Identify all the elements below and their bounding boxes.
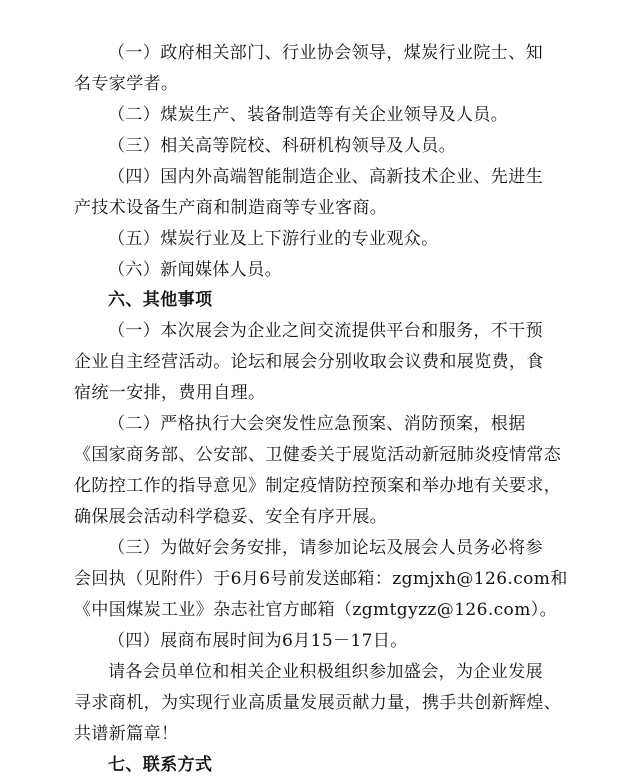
attendee-item-2: （二）煤炭生产、装备制造等有关企业领导及人员。 (108, 105, 509, 125)
attendee-item-5: （五）煤炭行业及上下游行业的专业观众。 (108, 229, 439, 249)
closing-paragraph: 请各会员单位和相关企业积极组织参加盛会，为企业发展 (108, 662, 543, 682)
matter-item-1: （一）本次展会为企业之间交流提供平台和服务，不干预 (108, 321, 543, 341)
matter-item-2-cont-3: 确保展会活动科学稳妥、安全有序开展。 (74, 507, 388, 527)
matter-item-2-cont-1: 《国家商务部、公安部、卫健委关于展览活动新冠肺炎疫情常态 (74, 445, 562, 465)
attendee-item-4: （四）国内外高端智能制造企业、高新技术企业、先进生 (108, 167, 543, 187)
attendee-item-4-cont: 产技术设备生产商和制造商等专业客商。 (74, 198, 388, 218)
matter-item-4: （四）展商布展时间为6月15－17日。 (108, 631, 408, 651)
matter-item-3-cont-1: 会回执（见附件）于6月6号前发送邮箱：zgmjxh@126.com和 (74, 569, 568, 589)
matter-item-1-cont-1: 企业自主经营活动。论坛和展会分别收取会议费和展览费，食 (74, 352, 544, 372)
matter-item-2-cont-2: 化防控工作的指导意见》制定疫情防控预案和举办地有关要求， (74, 476, 562, 496)
attendee-item-6: （六）新闻媒体人员。 (108, 260, 282, 280)
section-heading-contact: 七、联系方式 (108, 755, 213, 775)
matter-item-3-cont-2: 《中国煤炭工业》杂志社官方邮箱（zgmtgyzz@126.com）。 (74, 600, 558, 620)
attendee-item-1: （一）政府相关部门、行业协会领导，煤炭行业院士、知 (108, 43, 543, 63)
matter-item-1-cont-2: 宿统一安排，费用自理。 (74, 383, 266, 403)
attendee-item-1-cont: 名专家学者。 (74, 74, 179, 94)
matter-item-2: （二）严格执行大会突发性应急预案、消防预案，根据 (108, 414, 526, 434)
matter-item-3: （三）为做好会务安排，请参加论坛及展会人员务必将参 (108, 538, 543, 558)
closing-paragraph-cont-1: 寻求商机，为实现行业高质量发展贡献力量，携手共创新辉煌、 (74, 693, 562, 713)
closing-paragraph-cont-2: 共谱新篇章！ (74, 724, 179, 744)
section-heading-other-matters: 六、其他事项 (108, 290, 213, 310)
attendee-item-3: （三）相关高等院校、科研机构领导及人员。 (108, 136, 456, 156)
